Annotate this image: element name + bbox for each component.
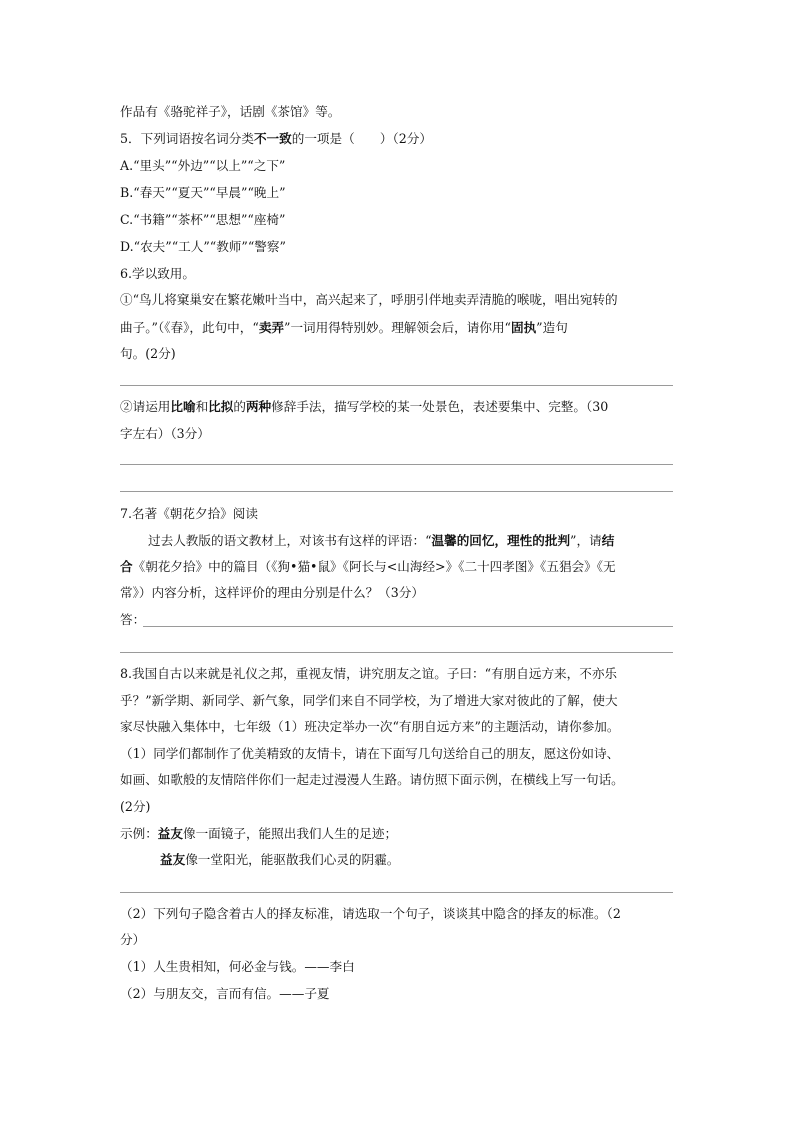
q8-2-sentence-2: （2）与朋友交，言而有信。——子夏	[120, 986, 330, 1001]
example-1	[120, 826, 397, 842]
example-text: 像一堂阳光，能驱散我们心灵的阴霾。	[185, 852, 400, 867]
q7-keyword: 温馨的回忆，理性的批判	[431, 533, 571, 548]
q6-1-line2	[120, 320, 568, 336]
answer-line[interactable]	[120, 385, 673, 386]
q6-1-keyword: 卖弄	[258, 320, 284, 335]
q5-text-end: 的一项是（ ）（2分）	[291, 131, 432, 146]
q6-1-line1: ①“鸟儿将窠巢安在繁花嫩叶当中，高兴起来了，呼朋引伴地卖弄清脆的喉咙，唱出宛转的	[120, 292, 618, 307]
q7-keyword: 合	[120, 559, 133, 574]
q6-2-line1	[120, 399, 608, 415]
q6-1-keyword: 固执	[510, 320, 537, 335]
q7-text: 《朝花夕拾》中的篇目（《狗•猫•鼠》《阿长与<山海经>》《二十四孝图》《五猖会》《无	[132, 559, 616, 574]
q8-line1: 8.我国自古以来就是礼仪之邦，重视友情，讲究朋友之谊。子曰：“有朋自远方来，不亦乐	[120, 666, 618, 681]
option-d: D.“农夫”“工人”“教师”“警察”	[120, 239, 286, 254]
answer-line[interactable]	[120, 652, 673, 653]
answer-line[interactable]	[120, 464, 673, 465]
example-keyword: 益友	[157, 826, 183, 841]
q8-2-line1: （2）下列句子隐含着古人的择友标准，请选取一个句子，谈谈其中隐含的择友的标准。（2	[120, 906, 621, 921]
q7-line1	[148, 533, 614, 549]
question-7-title: 7.名著《朝花夕拾》阅读	[120, 506, 258, 521]
q6-1-text: 曲子。”（《春》，此句中，“	[120, 320, 259, 335]
question-6-title: 6.学以致用。	[120, 266, 195, 281]
q6-2-text: 的	[233, 399, 246, 414]
q6-2-text: 修辞手法，描写学校的某一处景色，表述要集中、完整。（30	[271, 399, 609, 414]
q7-text: ”，请	[570, 533, 602, 548]
q7-text: 过去人教版的语文教材上，对该书有这样的评语：“	[148, 533, 432, 548]
example-label: 示例：	[120, 826, 158, 841]
text-line: 作品有《骆驼祥子》，话剧《茶馆》等。	[120, 104, 341, 119]
q7-line3: 常》）内容分析，这样评价的理由分别是什么？（3分）	[120, 585, 424, 600]
example-2	[160, 852, 399, 868]
q6-2-line2: 字左右）（3分）	[120, 426, 210, 441]
q6-2-text: 和	[195, 399, 209, 414]
q6-1-line3: 句。(2分)	[120, 346, 176, 361]
q6-2-keyword: 比拟	[208, 399, 234, 414]
q6-2-text: ②请运用	[120, 399, 171, 414]
option-c: C.“书籍”“茶杯”“思想”“座椅”	[120, 212, 286, 227]
answer-line[interactable]	[143, 626, 673, 627]
example-keyword: 益友	[160, 852, 186, 867]
q8-line2: 乎？”新学期、新同学、新气象，同学们来自不同学校，为了增进大家对彼此的了解，使大	[120, 693, 618, 708]
question-5-stem	[120, 131, 432, 147]
q6-1-text: ”造句	[536, 320, 568, 335]
q8-2-sentence-1: （1）人生贵相知，何必金与钱。——李白	[120, 959, 355, 974]
q8-2-line2: 分）	[120, 932, 146, 947]
q6-2-keyword: 比喻	[170, 399, 196, 414]
q5-emphasis: 不一致	[253, 131, 292, 146]
example-text: 像一面镜子，能照出我们人生的足迹；	[182, 826, 398, 841]
q6-1-text: ”一词用得特别妙。理解领会后，请你用“	[284, 320, 511, 335]
answer-label: 答：	[120, 612, 146, 627]
option-a: A.“里头”“外边”“以上”“之下”	[120, 158, 286, 173]
answer-line[interactable]	[120, 892, 673, 893]
answer-line[interactable]	[120, 491, 673, 492]
q6-2-keyword: 两种	[245, 399, 272, 414]
q8-1-line3: (2分)	[120, 799, 151, 814]
q8-1-line1: （1）同学们都制作了优美精致的友情卡，请在下面写几句送给自己的朋友，愿这份如诗、	[120, 746, 620, 761]
option-b: B.“春天”“夏天”“早晨”“晚上”	[120, 185, 286, 200]
q5-text: 5．下列词语按名词分类	[120, 131, 254, 146]
q7-keyword: 结	[601, 533, 615, 548]
q8-1-line2: 如画、如歌般的友情陪伴你们一起走过漫漫人生路。请仿照下面示例，在横线上写一句话。	[120, 772, 624, 787]
q7-line2	[120, 559, 616, 575]
q8-line3: 家尽快融入集体中，七年级（1）班决定举办一次“有朋自远方来”的主题活动，请你参加。	[120, 719, 620, 734]
